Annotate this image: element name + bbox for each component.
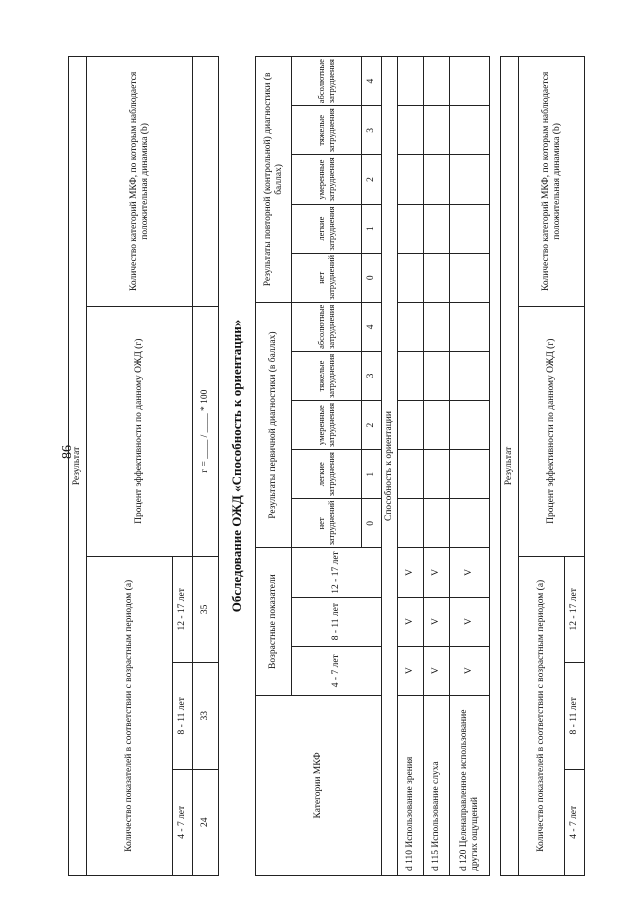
row-mark: V bbox=[398, 646, 424, 695]
top-val-8-11: 33 bbox=[193, 663, 219, 769]
age-header: Возрастные показатели bbox=[256, 548, 292, 695]
repeat-score-1: 1 bbox=[362, 204, 382, 253]
top-count-header: Количество показателей в соответствии с возрастным периодом (а) bbox=[87, 556, 173, 875]
primary-col-light: легкие затруднения bbox=[292, 450, 362, 499]
primary-score-2: 2 bbox=[362, 401, 382, 450]
repeat-score-0: 0 bbox=[362, 253, 382, 302]
section-title: Обследование ОЖД «Способность к ориентации» bbox=[229, 319, 244, 613]
age-12-17: 12 - 17 лет bbox=[292, 548, 382, 597]
repeat-col-none: нет затруднений bbox=[292, 253, 362, 302]
top-result-header: Результат bbox=[69, 57, 87, 876]
top-age-4-7: 4 - 7 лет bbox=[173, 769, 193, 875]
repeat-col-heavy: тяжелые затруднения bbox=[292, 106, 362, 155]
main-table bbox=[255, 56, 490, 876]
repeat-score-4: 4 bbox=[362, 57, 382, 106]
row-mark: V bbox=[450, 646, 490, 695]
repeat-header: Результаты повторной (контрольной) диагностики (в баллах) bbox=[256, 57, 292, 303]
row-label: d 110 Использование зрения bbox=[398, 695, 424, 875]
table-row bbox=[398, 57, 424, 876]
top-categories-value bbox=[193, 57, 219, 307]
bottom-count-header: Количество показателей в соответствии с возрастным периодом (а) bbox=[519, 556, 565, 875]
bottom-age-8-11: 8 - 11 лет bbox=[565, 663, 585, 769]
row-mark: V bbox=[424, 646, 450, 695]
row-mark: V bbox=[450, 597, 490, 646]
top-formula: г = ____ / ____ * 100 bbox=[193, 306, 219, 556]
repeat-col-light: легкие затруднения bbox=[292, 204, 362, 253]
repeat-score-3: 3 bbox=[362, 106, 382, 155]
row-label: d 120 Целенаправленное использование других ощущений bbox=[450, 695, 490, 875]
bottom-result-table bbox=[500, 56, 585, 876]
row-mark: V bbox=[398, 548, 424, 597]
cat-header: Категории МКФ bbox=[256, 695, 382, 875]
top-age-8-11: 8 - 11 лет bbox=[173, 663, 193, 769]
row-label: d 115 Использование слуха bbox=[424, 695, 450, 875]
table-row bbox=[450, 57, 490, 876]
primary-header: Результаты первичной диагностики (в баллах) bbox=[256, 302, 292, 548]
top-val-4-7: 24 bbox=[193, 769, 219, 875]
bottom-categories-header: Количество категорий МКФ, по которым наблюдается положительная динамика (b) bbox=[519, 57, 585, 307]
age-4-7: 4 - 7 лет bbox=[292, 646, 382, 695]
row-mark: V bbox=[398, 597, 424, 646]
top-percent-header: Процент эффективности по данному ОЖД (г) bbox=[87, 306, 193, 556]
primary-col-absolute: абсолютные затруднения bbox=[292, 302, 362, 351]
primary-score-3: 3 bbox=[362, 351, 382, 400]
repeat-score-2: 2 bbox=[362, 155, 382, 204]
page-number: 86 bbox=[60, 445, 75, 459]
top-age-12-17: 12 - 17 лет bbox=[173, 556, 193, 662]
row-mark: V bbox=[424, 597, 450, 646]
bottom-percent-header: Процент эффективности по данному ОЖД (г) bbox=[519, 306, 585, 556]
repeat-col-absolute: абсолютные затруднения bbox=[292, 57, 362, 106]
table-row bbox=[424, 57, 450, 876]
rotated-page-content bbox=[68, 56, 616, 876]
top-val-12-17: 35 bbox=[193, 556, 219, 662]
primary-score-0: 0 bbox=[362, 499, 382, 548]
subsection-label: Способность к ориентации bbox=[382, 57, 398, 876]
top-result-table bbox=[68, 56, 219, 876]
primary-col-moderate: умеренные затруднения bbox=[292, 401, 362, 450]
bottom-age-4-7: 4 - 7 лет bbox=[565, 769, 585, 875]
age-8-11: 8 - 11 лет bbox=[292, 597, 382, 646]
primary-score-1: 1 bbox=[362, 450, 382, 499]
bottom-result-header: Результат bbox=[501, 57, 519, 876]
top-categories-header: Количество категорий МКФ, по которым наблюдается положительная динамика (b) bbox=[87, 57, 193, 307]
row-mark: V bbox=[424, 548, 450, 597]
primary-col-none: нет затруднений bbox=[292, 499, 362, 548]
row-mark: V bbox=[450, 548, 490, 597]
bottom-age-12-17: 12 - 17 лет bbox=[565, 556, 585, 662]
primary-score-4: 4 bbox=[362, 302, 382, 351]
primary-col-heavy: тяжелые затруднения bbox=[292, 351, 362, 400]
repeat-col-moderate: умеренные затруднения bbox=[292, 155, 362, 204]
